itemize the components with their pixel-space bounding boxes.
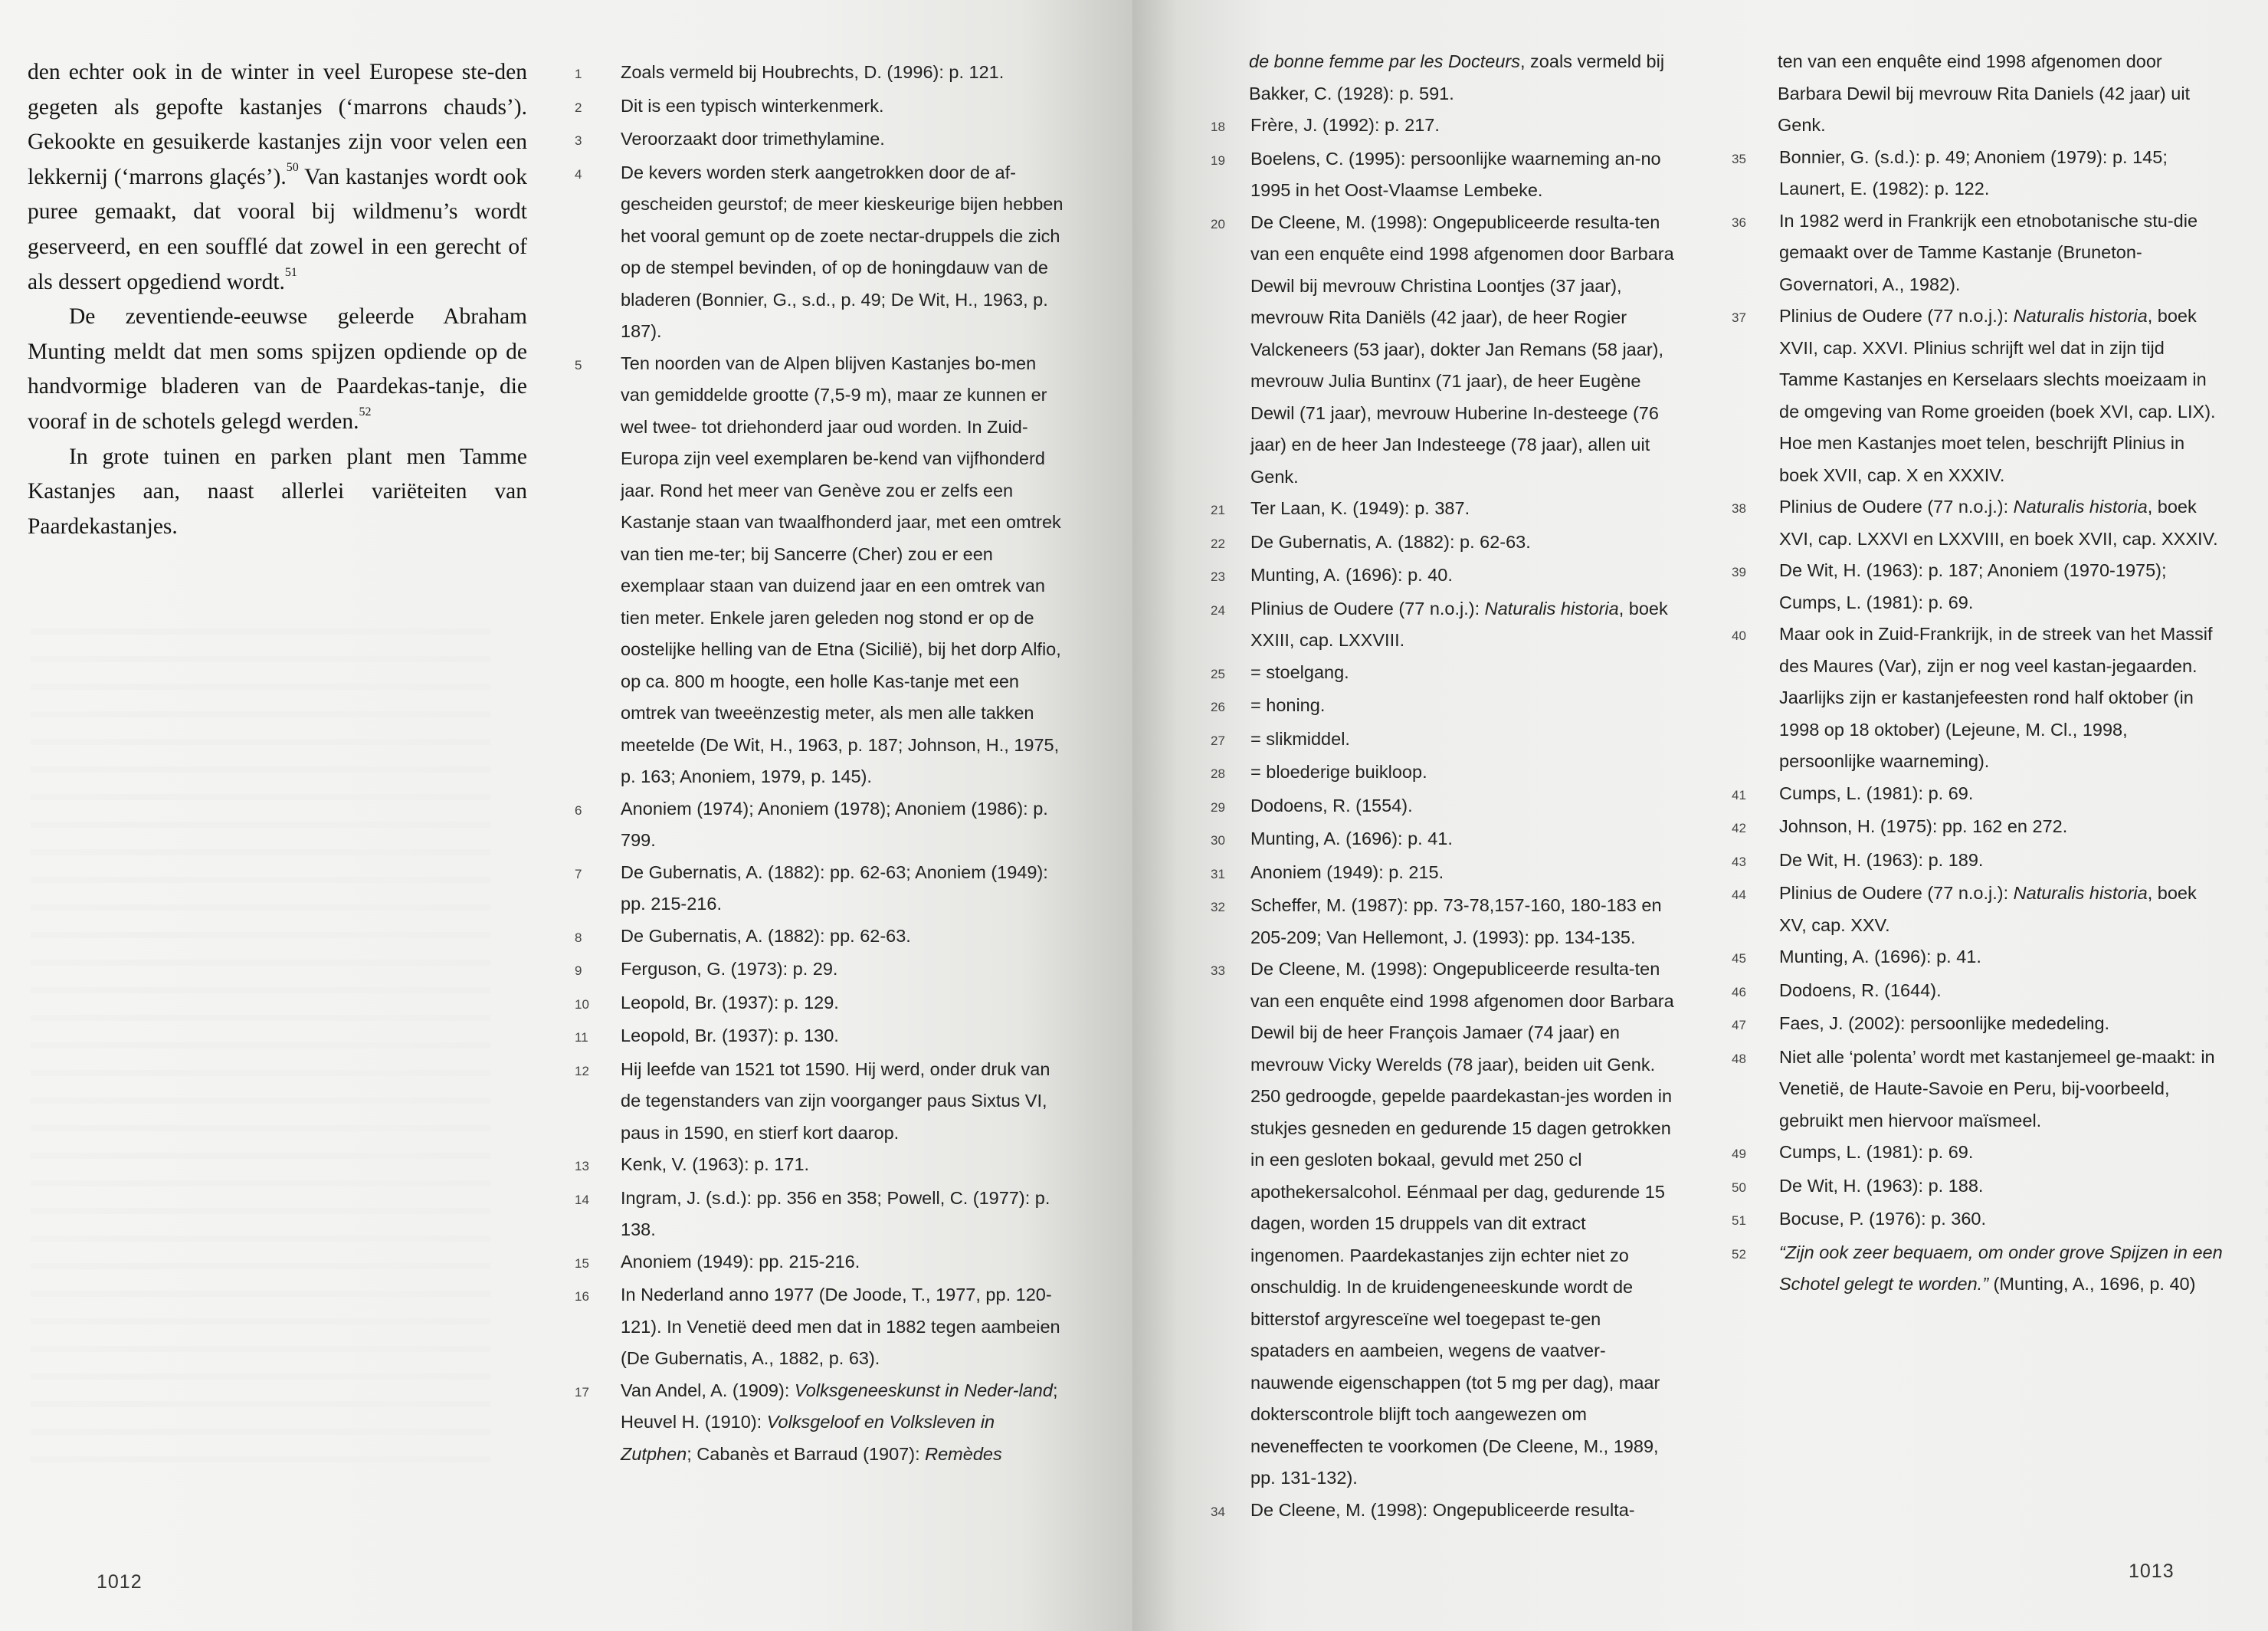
- note-42: 42 Johnson, H. (1975): pp. 162 en 272.: [1732, 816, 2068, 836]
- note-50: 50 De Wit, H. (1963): p. 188.: [1732, 1175, 1984, 1196]
- note-3: 3 Veroorzaakt door trimethylamine.: [575, 129, 885, 149]
- note-2: 2 Dit is een typisch winterkenmerk.: [575, 95, 884, 116]
- footnote-ref: 51: [284, 265, 297, 279]
- note-25: 25 = stoelgang.: [1211, 661, 1349, 682]
- note-15: 15 Anoniem (1949): pp. 215-216.: [575, 1251, 860, 1272]
- note-49: 49 Cumps, L. (1981): p. 69.: [1732, 1142, 1974, 1162]
- note-27: 27 = slikmiddel.: [1211, 728, 1350, 749]
- note-21: 21 Ter Laan, K. (1949): p. 387.: [1211, 498, 1470, 518]
- notes-column-c: [1730, 46, 2224, 1301]
- note-32: 32 Scheffer, M. (1987): pp. 73-78,157-160, 180-183 en 205-209; Van Hellemont, J. (1993): pp. 134-135.: [1211, 895, 1662, 947]
- note-24: 24 Plinius de Oudere (77 n.o.j.): Naturalis historia, boek XXIII, cap. LXXVIII.: [1211, 598, 1668, 650]
- note-7: 7 De Gubernatis, A. (1882): pp. 62-63; Anoniem (1949): pp. 215-216.: [575, 861, 1048, 914]
- note-12: 12 Hij leefde van 1521 tot 1590. Hij werd, onder druk van de tegenstanders van zijn voorganger paus Sixtus VI, paus in 1590, en stierf kort daarop.: [575, 1058, 1050, 1143]
- note-28: 28 = bloederige buikloop.: [1211, 762, 1427, 782]
- note-4: 4 De kevers worden sterk aangetrokken door de af-gescheiden geurstof; de meer kieskeurige bijen hebben het vooral gemunt op de zoete nectar-druppels die zich op de stempel bevinden, of op de honingdauw van de bladeren (Bonnier, G., s.d., p. 49; De Wit, H., 1963, p. 187).: [575, 162, 1064, 341]
- note-18: 18 Frère, J. (1992): p. 217.: [1211, 115, 1440, 135]
- note-33: 33 De Cleene, M. (1998): Ongepubliceerde resulta-ten van een enquête eind 1998 afgenomen door Barbara Dewil bij de heer François Jamaer (74 jaar) en mevrouw Vicky Werelds (78 jaar), beiden uit Genk. 250 gedroogde, gepelde paardekastan-jes worden in stukjes gesneden en gedurende 15 dagen getrokken in een gesloten bokaal, gevuld met 250 cl apothekersalcohol. Eénmaal per dag, gedurende 15 dagen, worden 15 druppels van dit extract ingenomen. Paardekastanjes zijn echter niet zo onschuldig. In de kruidengeneeskunde wordt de bitterstof argyresceïne wel toegepast te-gen spataders en aambeien, wegens de vaatver-nauwende eigenschappen (tot 5 mg per dag), maar dokterscontrole blijft toch aangewezen om neveneffecten te voorkomen (De Cleene, M., 1989, pp. 131-132).: [1211, 959, 1674, 1488]
- note-14: 14 Ingram, J. (s.d.): pp. 356 en 358; Powell, C. (1977): p. 138.: [575, 1187, 1050, 1239]
- note-48: 48 Niet alle ‘polenta’ wordt met kastanjemeel ge-maakt: in Venetië, de Haute-Savoie en Peru, bij-voorbeeld, gebruikt men hiervoor maïsmeel.: [1732, 1046, 2215, 1131]
- page-number-left: 1012: [97, 1571, 143, 1593]
- note-47: 47 Faes, J. (2002): persoonlijke mededeling.: [1732, 1013, 2110, 1033]
- body-paragraph-3: In grote tuinen en parken plant men Tamme Kastanjes aan, naast allerlei variëteiten van Paardekastanjes.: [28, 444, 527, 539]
- note-5: 5 Ten noorden van de Alpen blijven Kastanjes bo-men van gemiddelde grootte (7,5-9 m), maar ze kunnen er wel twee- tot driehonderd jaar oud worden. In Zuid-Europa zijn veel exemplaren be-kend van vijfhonderd jaar. Rond het meer van Genève zou er zelfs een Kastanje staan van twaalfhonderd jaar, met een omtrek van tien me-ter; bij Sancerre (Cher) zou er een exemplaar staan van duizend jaar en een omtrek van tien meter. Enkele jaren geleden nog stond er op de oostelijke helling van de Etna (Sicilië), bij het dorp Alfio, op ca. 800 m hoogte, een holle Kas-tanje met een omtrek van tweeënzestig meter, als men alle takken meetelde (De Wit, H., 1963, p. 187; Johnson, H., 1975, p. 163; Anoniem, 1979, p. 145).: [575, 353, 1061, 786]
- notes-column-b: [1209, 46, 1684, 1528]
- note-17: 17 Van Andel, A. (1909): Volksgeneeskunst in Neder-land; Heuvel H. (1910): Volksgeloof en Volksleven in Zutphen; Cabanès et Barraud (1907): Remèdes: [575, 1380, 1058, 1464]
- note-16: 16 In Nederland anno 1977 (De Joode, T., 1977, pp. 120-121). In Venetië deed men dat in 1882 tegen aambeien (De Gubernatis, A., 1882, p. 63).: [575, 1285, 1060, 1368]
- note-31: 31 Anoniem (1949): p. 215.: [1211, 861, 1444, 882]
- note-1: 1 Zoals vermeld bij Houbrechts, D. (1996): p. 121.: [575, 62, 1005, 82]
- show-through-ghost-text: [31, 628, 490, 1472]
- note-37: 37 Plinius de Oudere (77 n.o.j.): Naturalis historia, boek XVII, cap. XXVI. Plinius schrijft wel dat in zijn tijd Tamme Kastanjes en Kerselaars slechts moeizaam in de omgeving van Rome groeiden (boek XVI, cap. LIX). Hoe men Kastanjes moet telen, beschrijft Plinius in boek XVII, cap. X en XXXIV.: [1732, 306, 2216, 485]
- note-20: 20 De Cleene, M. (1998): Ongepubliceerde resulta-ten van een enquête eind 1998 afgenomen door Barbara Dewil bij mevrouw Christina Loontjes (37 jaar), mevrouw Rita Daniëls (42 jaar), de heer Rogier Valckeneers (53 jaar), dokter Jan Remans (58 jaar), mevrouw Julia Buntinx (71 jaar), de heer Eugène Dewil (71 jaar), mevrouw Huberine In-desteege (76 jaar) en de heer Jan Indesteege (78 jaar), allen uit Genk.: [1211, 212, 1674, 487]
- note-11: 11 Leopold, Br. (1937): p. 130.: [575, 1026, 839, 1045]
- note-22: 22 De Gubernatis, A. (1882): p. 62-63.: [1211, 531, 1531, 552]
- note-44: 44 Plinius de Oudere (77 n.o.j.): Naturalis historia, boek XV, cap. XXV.: [1732, 883, 2197, 935]
- footnote-ref: 50: [286, 160, 299, 174]
- body-paragraph-2: De zeventiende-eeuwse geleerde Abraham Munting meldt dat men soms spijzen opdiende op de handvormige bladeren van de Paardekas-tanje, die vooraf in de schotels gelegd werden.$^{52}$: [28, 304, 527, 434]
- note-23: 23 Munting, A. (1696): p. 40.: [1211, 565, 1453, 585]
- note-34: 34 De Cleene, M. (1998): Ongepubliceerde resulta-: [1211, 1499, 1635, 1520]
- note-38: 38 Plinius de Oudere (77 n.o.j.): Naturalis historia, boek XVI, cap. LXXVI en LXXVIII, en boek XVII, cap. XXXIV.: [1732, 497, 2218, 549]
- body-text: [28, 55, 527, 544]
- left-page: [0, 0, 1132, 1631]
- note-9: 9 Ferguson, G. (1973): p. 29.: [575, 959, 838, 979]
- note-52: 52 “Zijn ook zeer bequaem, om onder grove Spijzen in een Schotel gelegt te worden.” (Munting, A., 1696, p. 40): [1732, 1242, 2223, 1294]
- note-45: 45 Munting, A. (1696): p. 41.: [1732, 947, 1981, 966]
- note-19: 19 Boelens, C. (1995): persoonlijke waarneming an-no 1995 in het Oost-Vlaamse Lembeke.: [1211, 148, 1661, 200]
- note-26: 26 = honing.: [1211, 695, 1326, 715]
- note-13: 13 Kenk, V. (1963): p. 171.: [575, 1154, 810, 1174]
- body-paragraph-1: den echter ook in de winter in veel Europese ste-den gegeten als gepofte kastanjes (‘marrons chauds’). Gekookte en gesuikerde kastanjes zijn voor velen een lekkernij (‘marrons glaçés’).$^{50}$ Van kastanjes wordt ook puree gemaakt, dat vooral bij wildmenu’s wordt geserveerd, en een soufflé dat zowel in een gerecht of als dessert opgediend wordt.$^{51}$: [28, 60, 527, 294]
- note-51: 51 Bocuse, P. (1976): p. 360.: [1732, 1209, 1986, 1229]
- note-30: 30 Munting, A. (1696): p. 41.: [1211, 829, 1453, 848]
- show-through-ghost-text: [2265, 628, 2268, 1472]
- notes-column-a: [573, 57, 1064, 1470]
- note-29: 29 Dodoens, R. (1554).: [1211, 795, 1413, 816]
- note-46: 46 Dodoens, R. (1644).: [1732, 980, 1942, 1000]
- note-6: 6 Anoniem (1974); Anoniem (1978); Anoniem (1986): p. 799.: [575, 798, 1048, 850]
- note-34-continued: ten van een enquête eind 1998 afgenomen door Barbara Dewil bij mevrouw Rita Daniels (42 jaar) uit Genk.: [1778, 51, 2191, 135]
- note-40: 40 Maar ook in Zuid-Frankrijk, in de streek van het Massif des Maures (Var), zijn er nog veel kastan-jegaarden. Jaarlijks zijn er kastanjefeesten rond half oktober (in 1998 op 18 oktober) (Lejeune, M. Cl., 1998, persoonlijke waarneming).: [1732, 624, 2213, 771]
- footnote-ref: 52: [359, 405, 372, 419]
- note-41: 41 Cumps, L. (1981): p. 69.: [1732, 783, 1974, 803]
- note-43: 43 De Wit, H. (1963): p. 189.: [1732, 849, 1984, 870]
- note-17-continued: de bonne femme par les Docteurs, zoals vermeld bij Bakker, C. (1928): p. 591.: [1249, 51, 1665, 103]
- note-35: 35 Bonnier, G. (s.d.): p. 49; Anoniem (1979): p. 145; Launert, E. (1982): p. 122.: [1732, 146, 2168, 199]
- note-10: 10 Leopold, Br. (1937): p. 129.: [575, 992, 839, 1012]
- note-8: 8 De Gubernatis, A. (1882): pp. 62-63.: [575, 925, 911, 946]
- page-number-right: 1013: [2129, 1560, 2175, 1582]
- note-36: 36 In 1982 werd in Frankrijk een etnobotanische stu-die gemaakt over de Tamme Kastanje (Bruneton-Governatori, A., 1982).: [1732, 210, 2198, 294]
- note-39: 39 De Wit, H. (1963): p. 187; Anoniem (1970-1975); Cumps, L. (1981): p. 69.: [1732, 560, 2167, 612]
